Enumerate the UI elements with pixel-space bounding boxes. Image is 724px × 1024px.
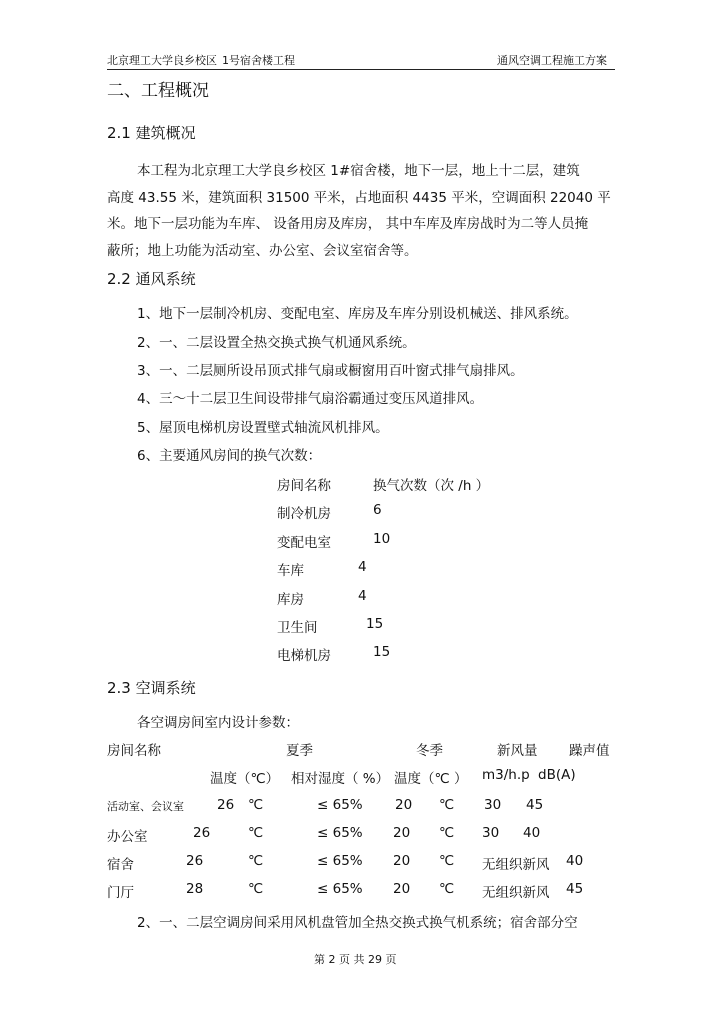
vent-table-rate: 10 <box>373 531 391 547</box>
ac-row-summer-unit: ℃ <box>248 881 264 897</box>
ac-subheader-summer-temp: 温度（℃） <box>210 771 280 787</box>
ac-subheader-noise-unit: dB(A) <box>538 767 576 783</box>
ac-row-fresh-air: 无组织新风 <box>482 857 550 873</box>
ac-row-summer-temp: 26 <box>186 853 204 869</box>
ac-row-humidity: ≤ 65% <box>317 853 363 869</box>
section-2-3-title: 2.3 空调系统 <box>107 679 196 697</box>
ac-header-noise: 躁声值 <box>569 743 610 759</box>
ac-row-summer-temp: 26 <box>193 825 211 841</box>
ac-row-summer-unit: ℃ <box>248 853 264 869</box>
ac-row-noise: 40 <box>566 853 584 869</box>
ac-row-winter-unit: ℃ <box>439 853 455 869</box>
vent-table-room: 库房 <box>277 592 304 608</box>
vent-table-header-room: 房间名称 <box>277 478 331 494</box>
ac-row-noise: 45 <box>526 797 544 813</box>
ac-row-summer-unit: ℃ <box>248 797 264 813</box>
ac-row-room: 门厅 <box>107 885 134 901</box>
list-item: 5、屋顶电梯机房设置壁式轴流风机排风。 <box>137 420 389 436</box>
ac-row-room: 宿舍 <box>107 857 134 873</box>
list-item: 4、三～十二层卫生间设带排气扇浴霸通过变压风道排风。 <box>137 391 484 407</box>
ac-subheader-fresh-air-unit: m3/h.p <box>482 767 530 783</box>
ac-row-noise: 45 <box>566 881 584 897</box>
ac-row-fresh-air: 30 <box>484 797 502 813</box>
paragraph-line: 本工程为北京理工大学良乡校区 1#宿舍楼，地下一层，地上十二层，建筑 <box>137 163 580 179</box>
ac-intro: 各空调房间室内设计参数： <box>137 715 299 731</box>
header-divider <box>107 69 615 70</box>
ac-row-winter-temp: 20 <box>393 825 411 841</box>
ac-row-fresh-air: 无组织新风 <box>482 885 550 901</box>
ac-header-winter: 冬季 <box>416 743 443 759</box>
vent-table-room: 车库 <box>277 563 304 579</box>
vent-table-rate: 15 <box>366 616 384 632</box>
ac-row-winter-temp: 20 <box>393 853 411 869</box>
paragraph-line: 米。地下一层功能为车库、 设备用房及库房， 其中车库及库房战时为二等人员掩 <box>107 216 589 232</box>
vent-table-room: 制冷机房 <box>277 506 331 522</box>
vent-table-room: 电梯机房 <box>277 648 331 664</box>
header-right-title: 通风空调工程施工方案 <box>497 54 607 67</box>
vent-table-rate: 4 <box>358 559 367 575</box>
ac-row-winter-unit: ℃ <box>439 825 455 841</box>
section-2-1-title: 2.1 建筑概况 <box>107 124 196 142</box>
ac-row-fresh-air: 30 <box>482 825 500 841</box>
ac-row-humidity: ≤ 65% <box>317 797 363 813</box>
ac-row-room: 活动室、会议室 <box>107 800 184 813</box>
vent-table-room: 卫生间 <box>277 620 318 636</box>
ac-row-humidity: ≤ 65% <box>317 825 363 841</box>
ac-row-winter-temp: 20 <box>395 797 413 813</box>
ac-subheader-humidity: 相对湿度（ %） <box>291 771 390 787</box>
vent-table-rate: 15 <box>373 644 391 660</box>
ac-row-humidity: ≤ 65% <box>317 881 363 897</box>
ac-row-winter-unit: ℃ <box>439 881 455 897</box>
ac-row-room: 办公室 <box>107 829 148 845</box>
section-title: 二、工程概况 <box>107 81 209 101</box>
ac-header-room: 房间名称 <box>107 743 161 759</box>
header-project: 1号宿舍楼工程 <box>222 54 295 67</box>
paragraph-line: 蔽所；地上功能为活动室、办公室、会议室宿舍等。 <box>107 243 418 259</box>
list-item: 3、一、二层厕所设吊顶式排气扇或橱窗用百叶窗式排气扇排风。 <box>137 363 524 379</box>
section-2-2-title: 2.2 通风系统 <box>107 270 196 288</box>
list-item: 1、地下一层制冷机房、变配电室、库房及车库分别设机械送、排风系统。 <box>137 306 578 322</box>
list-item: 2、一、二层设置全热交换式换气机通风系统。 <box>137 335 416 351</box>
list-item: 6、主要通风房间的换气次数： <box>137 448 322 464</box>
ac-row-noise: 40 <box>523 825 541 841</box>
page-number: 第 2 页 共 29 页 <box>314 953 397 966</box>
vent-table-rate: 6 <box>373 502 382 518</box>
ac-last-line: 2、一、二层空调房间采用风机盘管加全热交换式换气机系统；宿舍部分空 <box>137 915 578 931</box>
ac-row-summer-temp: 26 <box>217 797 235 813</box>
ac-subheader-winter-temp: 温度（℃ ） <box>394 771 468 787</box>
ac-header-summer: 夏季 <box>286 743 313 759</box>
vent-table-rate: 4 <box>358 588 367 604</box>
vent-table-header-rate: 换气次数（次 /h ） <box>373 478 490 494</box>
vent-table-room: 变配电室 <box>277 535 331 551</box>
ac-header-fresh-air: 新风量 <box>497 743 538 759</box>
header-left-title: 北京理工大学良乡校区 <box>107 54 217 67</box>
ac-row-summer-temp: 28 <box>186 881 204 897</box>
ac-row-winter-temp: 20 <box>393 881 411 897</box>
ac-row-summer-unit: ℃ <box>248 825 264 841</box>
ac-row-winter-unit: ℃ <box>439 797 455 813</box>
paragraph-line: 高度 43.55 米，建筑面积 31500 平米，占地面积 4435 平米，空调面积 22040 平 <box>107 190 611 206</box>
